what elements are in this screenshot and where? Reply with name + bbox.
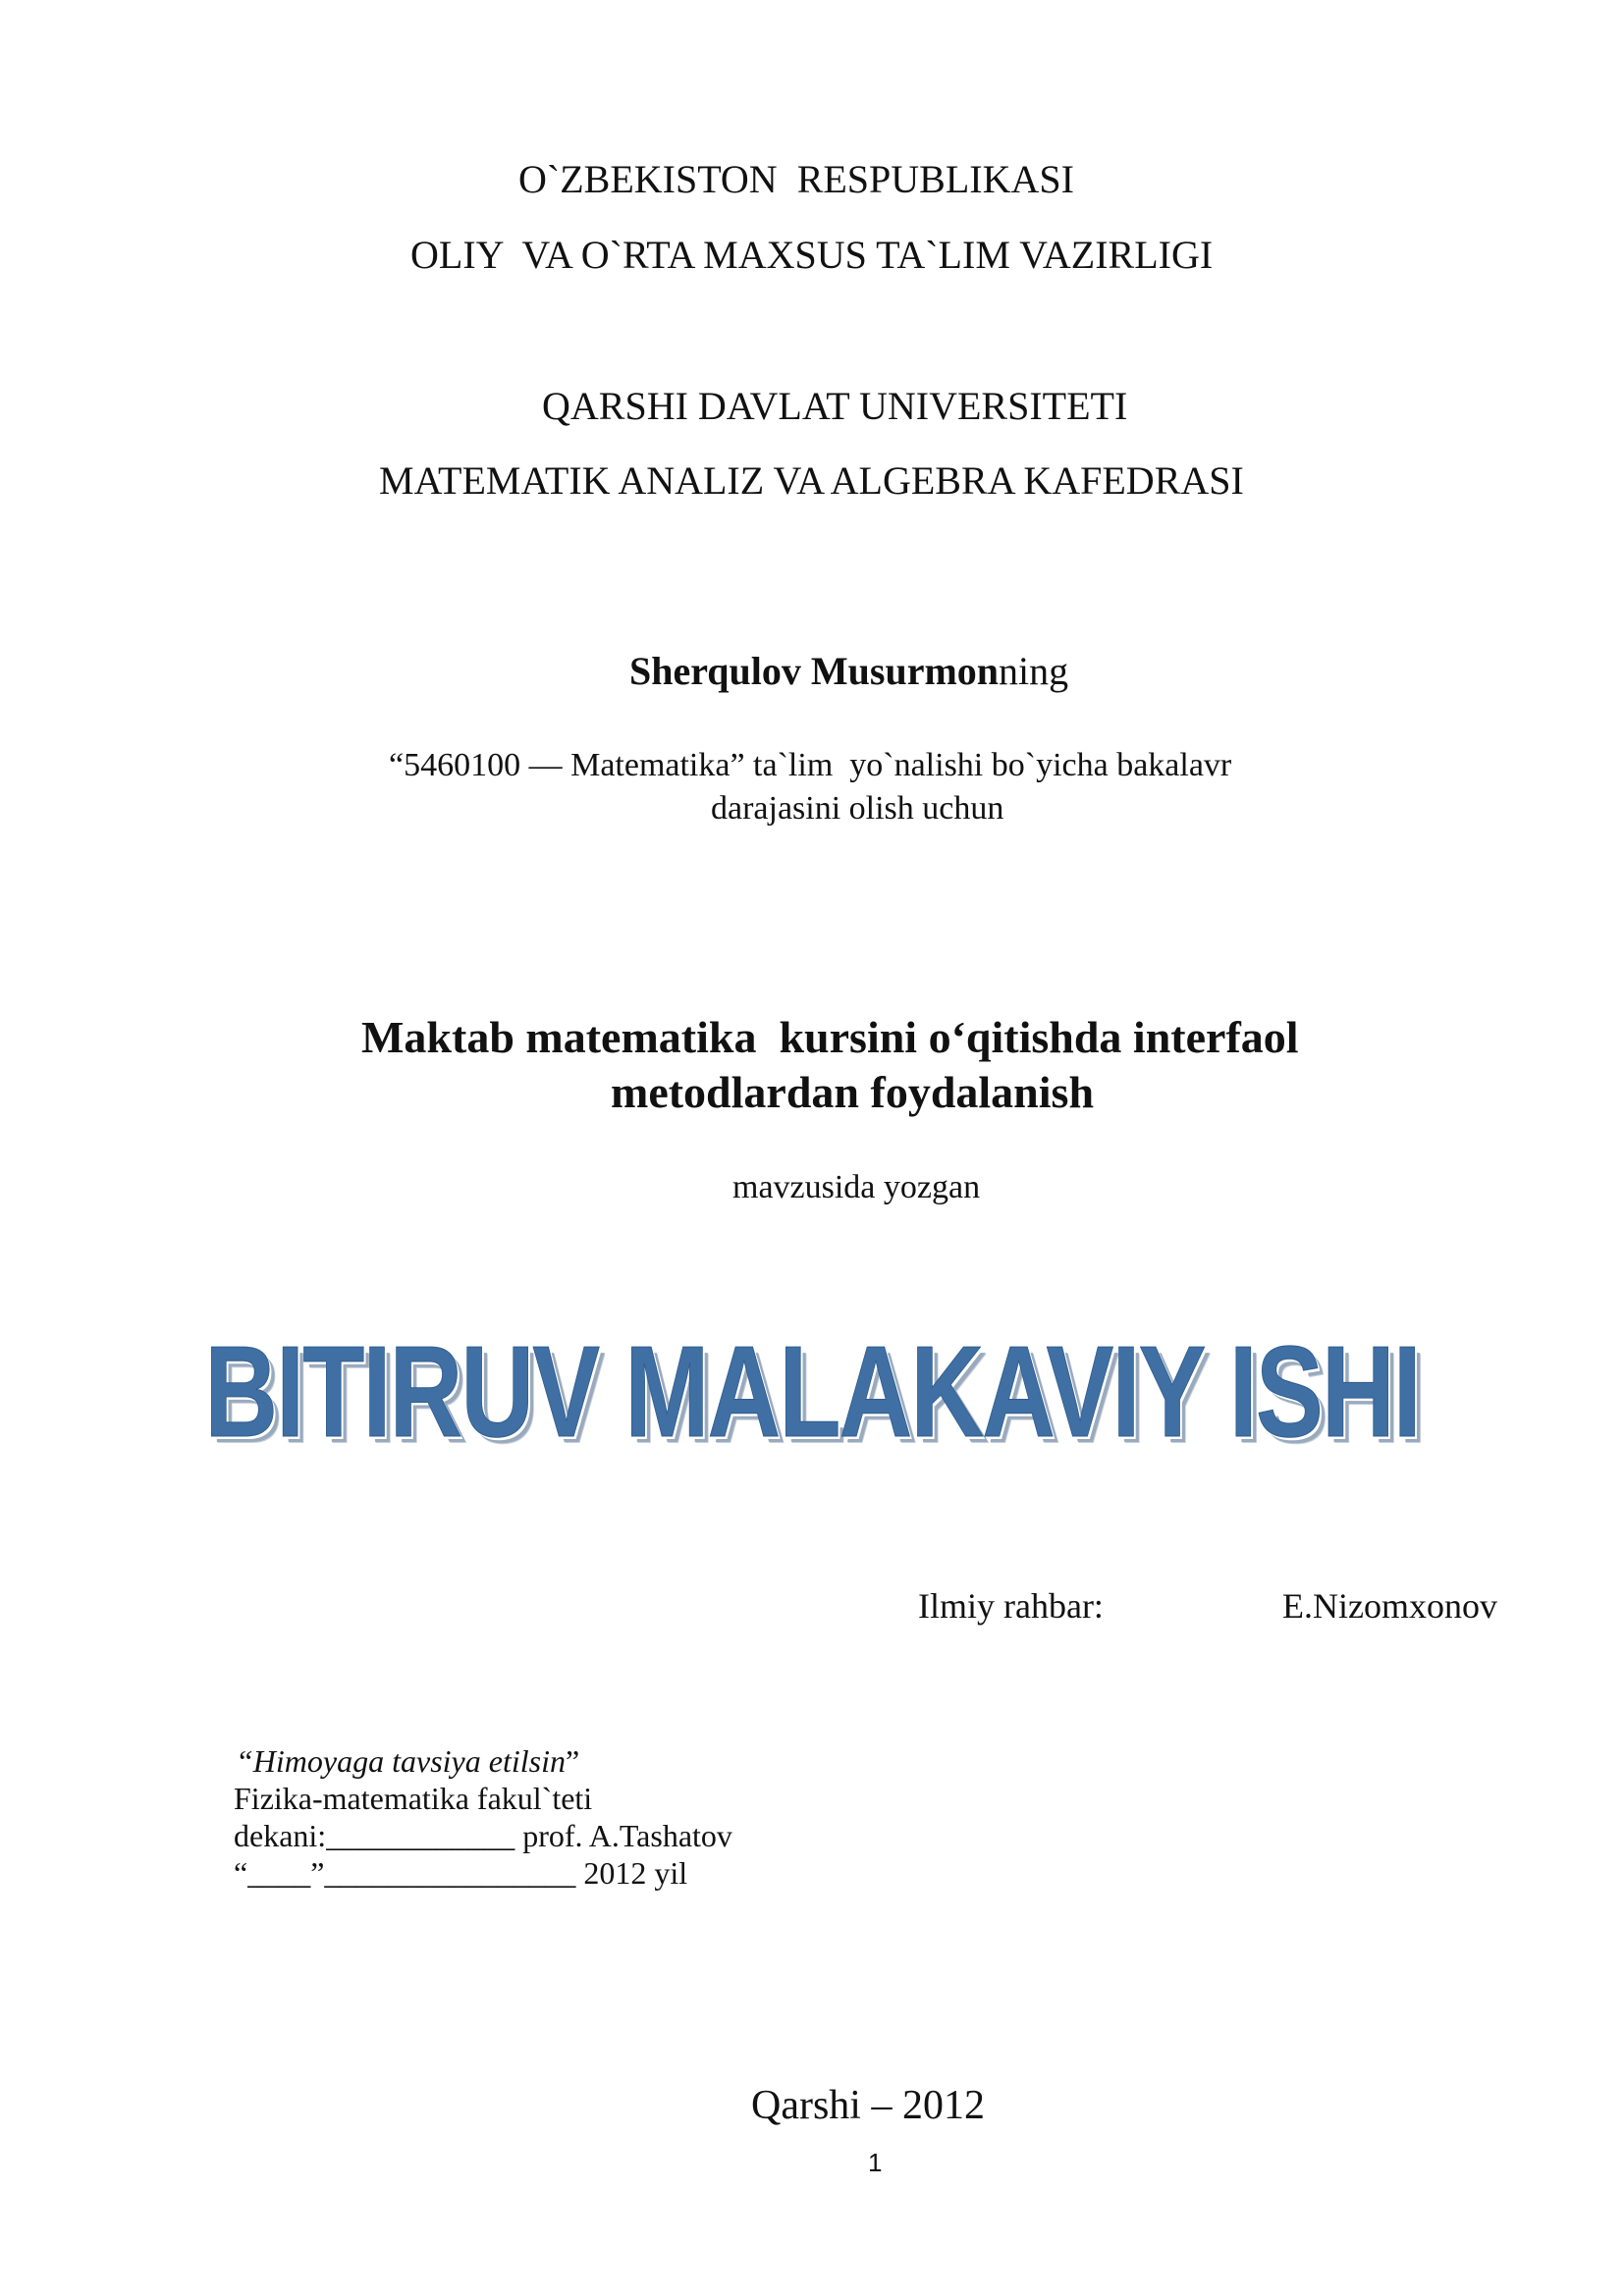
work-type-title: BITIRUV MALAKAVIY ISHI bbox=[204, 1319, 1420, 1464]
work-type-title-wrap bbox=[0, 1319, 1624, 1464]
author-line bbox=[629, 649, 1069, 693]
approval-quote-close: ” bbox=[565, 1743, 580, 1779]
degree-line-2: darajasini olish uchun bbox=[711, 790, 1004, 827]
page-number: 1 bbox=[868, 2148, 883, 2177]
approval-quote bbox=[236, 1745, 579, 1777]
degree-line-1: “5460100 — Matematika” ta`lim yo`nalishi bo`yicha bakalavr bbox=[389, 747, 1232, 783]
supervisor-label: Ilmiy rahbar: bbox=[918, 1586, 1104, 1626]
place-year: Qarshi – 2012 bbox=[751, 2083, 985, 2128]
department-name: MATEMATIK ANALIZ VA ALGEBRA KAFEDRASI bbox=[379, 458, 1244, 503]
thesis-title-line-2: metodlardan foydalanish bbox=[611, 1067, 1095, 1117]
approval-dean: dekani:____________ prof. A.Tashatov bbox=[234, 1818, 732, 1853]
approval-quote-text: “Himoyaga tavsiya etilsin bbox=[236, 1743, 566, 1779]
ministry-name: OLIY VA O`RTA MAXSUS TA`LIM VAZIRLIGI bbox=[410, 233, 1214, 277]
university-name: QARSHI DAVLAT UNIVERSITETI bbox=[542, 384, 1128, 428]
author-suffix: ning bbox=[999, 649, 1069, 693]
author-name: Sherqulov Musurmon bbox=[629, 649, 1000, 693]
country-name: O`ZBEKISTON RESPUBLIKASI bbox=[518, 157, 1074, 201]
thesis-subtitle: mavzusida yozgan bbox=[732, 1169, 981, 1205]
approval-date: “____”________________ 2012 yil bbox=[234, 1855, 688, 1891]
thesis-title-line-1: Maktab matematika kursini o‘qitishda interfaol bbox=[361, 1012, 1299, 1062]
approval-faculty: Fizika-matematika fakul`teti bbox=[234, 1781, 593, 1816]
supervisor-name: E.Nizomxonov bbox=[1282, 1586, 1497, 1626]
